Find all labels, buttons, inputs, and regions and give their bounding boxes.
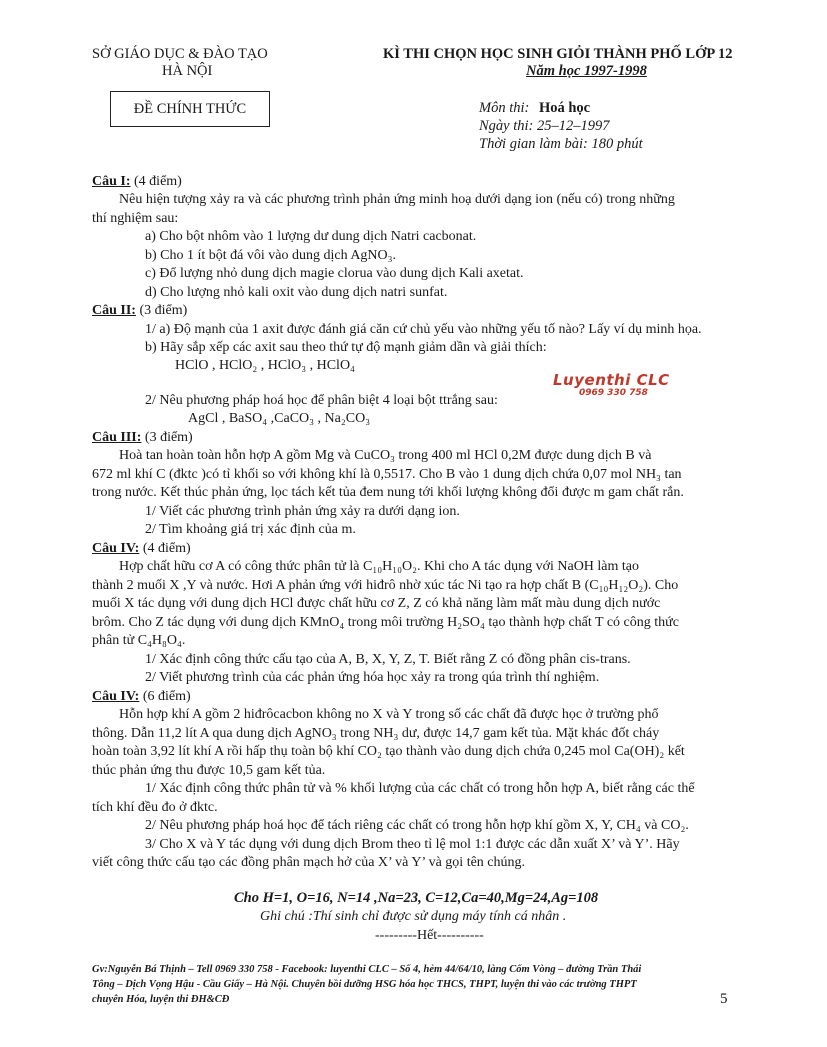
- watermark-stamp: [553, 372, 670, 398]
- exam-duration: Thời gian làm bài: 180 phút: [479, 136, 643, 152]
- question-4-title: Câu IV:: [92, 541, 140, 556]
- question-4-points: (4 điểm): [139, 541, 191, 556]
- question-5-line-5: 1/ Xác định công thức phân tử và % khối lượng của các chất có trong hỗn hợp A, biết rằng các thể: [145, 781, 695, 796]
- question-3-line-5: 2/ Tìm khoảng giá trị xác định của m.: [145, 522, 356, 537]
- question-2-part-2: 2/ Nêu phương pháp hoá học để phân biệt 4 loại bột ttrắng sau:: [145, 393, 498, 408]
- question-1-item-a: a) Cho bột nhôm vào 1 lượng dư dung dịch Natri cacbonat.: [145, 229, 477, 244]
- question-1-intro-cont: thí nghiệm sau:: [92, 211, 179, 226]
- question-5-line-8: 3/ Cho X và Y tác dụng với dung dịch Brom theo tỉ lệ mol 1:1 được các dẫn xuất X’ và Y’. Hãy: [145, 837, 680, 852]
- exam-date: Ngày thi: 25–12–1997: [479, 118, 610, 134]
- question-1-item-b: b) Cho 1 ít bột đá vôi vào dung dịch AgNO₃.: [145, 248, 397, 263]
- stamp-name: Luyenthi CLC: [553, 371, 670, 389]
- question-2-heading: [92, 302, 187, 320]
- question-4-line-2: thành 2 muối X ,Y và nước. Hơi A phản ứng với hiđrô nhờ xúc tác Ni tạo ra hợp chất B (C₁₀H₁₂O₂). Cho: [92, 578, 679, 593]
- question-3-points: (3 điểm): [141, 430, 193, 445]
- calculator-note: Ghi chú :Thí sinh chỉ được sử dụng máy tính cá nhân .: [260, 909, 567, 924]
- question-5-title: Câu IV:: [92, 689, 140, 704]
- question-5-line-4: thúc phản ứng thu được 10,5 gam kết tủa.: [92, 763, 326, 778]
- question-2-acids: HClO , HClO₂ , HClO₃ , HClO₄: [175, 358, 355, 373]
- question-2-powders: AgCl , BaSO₄ ,CaCO₃ , Na₂CO₃: [188, 411, 371, 426]
- question-4-line-4: brôm. Cho Z tác dụng với dung dịch KMnO₄ trong môi trường H₂SO₄ tạo thành hợp chất T có công thức: [92, 615, 679, 630]
- question-3-title: Câu III:: [92, 430, 142, 445]
- question-4-line-1: Hợp chất hữu cơ A có công thức phân tử là C₁₀H₁₀O₂. Khi cho A tác dụng với NaOH làm tạo: [119, 559, 640, 574]
- official-box: ĐỀ CHÍNH THỨC: [110, 91, 270, 127]
- department-city: HÀ NỘI: [162, 63, 213, 79]
- question-5-line-9: viết công thức cấu tạo các đồng phân mạch hở của X’ và Y’ và gọi tên chúng.: [92, 855, 526, 870]
- question-2-part-1a: 1/ a) Độ mạnh của 1 axit được đánh giá căn cứ chủ yếu vào những yếu tố nào? Lấy ví dụ minh họa.: [145, 322, 702, 337]
- footer-line-3: chuyên Hóa, luyện thi ĐH&CĐ: [92, 994, 230, 1005]
- footer-line-2: Tông – Dịch Vọng Hậu - Cầu Giấy – Hà Nội. Chuyên bồi dưỡng HSG hóa học THCS, THPT, luyện thi vào các trường THPT: [92, 979, 637, 990]
- question-5-line-7: 2/ Nêu phương pháp hoá học để tách riêng các chất có trong hỗn hợp khí gồm X, Y, CH₄ và CO₂.: [145, 818, 689, 833]
- question-5-points: (6 điểm): [139, 689, 191, 704]
- question-5-line-6: tích khí đều đo ở đktc.: [92, 800, 218, 815]
- stamp-phone: 0969 330 758: [579, 388, 648, 398]
- question-5-line-2: thông. Dẫn 11,2 lít A qua dung dịch AgNO₃ trong NH₃ dư, được 14,7 gam kết tủa. Mặt khác đốt cháy: [92, 726, 660, 741]
- question-1-intro: Nêu hiện tượng xảy ra và các phương trình phản ứng minh hoạ dưới dạng ion (nếu có) trong những: [119, 192, 675, 207]
- question-4-heading: [92, 540, 191, 558]
- question-4-line-7: 2/ Viết phương trình của các phản ứng hóa học xảy ra trong qúa trình thí nghiệm.: [145, 670, 600, 685]
- question-4-line-6: 1/ Xác định công thức cấu tạo của A, B, X, Y, Z, T. Biết rằng Z có đồng phân cis-trans.: [145, 652, 631, 667]
- question-1-item-d: d) Cho lượng nhỏ kali oxit vào dung dịch natri sunfat.: [145, 285, 448, 300]
- question-5-line-3: hoàn toàn 3,92 lít khí A rồi hấp thụ toàn bộ khí CO₂ tạo thành vào dung dịch chứa 0,245 mol Ca(OH)₂ kết: [92, 744, 685, 759]
- question-3-line-1: Hoà tan hoàn toàn hỗn hợp A gồm Mg và CuCO₃ trong 400 ml HCl 0,2M được dung dịch B và: [119, 448, 652, 463]
- question-5-line-1: Hỗn hợp khí A gồm 2 hiđrôcacbon không no X và Y trong số các chất đã được học ở trường phổ: [119, 707, 659, 722]
- question-3-line-4: 1/ Viết các phương trình phản ứng xảy ra dưới dạng ion.: [145, 504, 460, 519]
- subject-name: Hoá học: [538, 100, 591, 116]
- question-3-line-2: 672 ml khí C (đktc )có tỉ khối so với không khí là 0,5517. Cho B vào 1 dung dịch chứa 0,07 mol NH₃ tan: [92, 467, 682, 482]
- school-year: Năm học 1997-1998: [526, 63, 647, 79]
- subject-label: Môn thi:: [479, 100, 530, 116]
- atomic-masses: Cho H=1, O=16, N=14 ,Na=23, C=12,Ca=40,Mg=24,Ag=108: [234, 890, 599, 906]
- subject-line: [479, 99, 590, 117]
- question-2-points: (3 điểm): [135, 303, 188, 318]
- question-3-line-3: trong nước. Kết thúc phản ứng, lọc tách kết tủa đem nung tới khối lượng không đổi được m gam chất rắn.: [92, 485, 684, 500]
- exam-title: KÌ THI CHỌN HỌC SINH GIỎI THÀNH PHỐ LỚP 12: [383, 46, 733, 62]
- question-2-title: Câu II:: [92, 303, 136, 318]
- department-name: SỞ GIÁO DỤC & ĐÀO TẠO: [92, 46, 268, 62]
- page-number: 5: [720, 991, 728, 1007]
- question-4-line-3: muối X tác dụng với dung dịch HCl được chất hữu cơ Z, Z có khả năng làm mất màu dung dịch nước: [92, 596, 661, 611]
- question-1-points: (4 điểm): [130, 174, 182, 189]
- end-marker: ---------Hết----------: [375, 928, 484, 943]
- question-2-part-1b: b) Hãy sắp xếp các axit sau theo thứ tự độ mạnh giảm dần và giải thích:: [145, 340, 547, 355]
- question-1-heading: [92, 173, 182, 191]
- question-5-heading: [92, 688, 191, 706]
- question-4-line-5: phân tử C₄H₈O₄.: [92, 633, 186, 648]
- question-1-title: Câu I:: [92, 174, 131, 189]
- question-3-heading: [92, 429, 193, 447]
- question-1-item-c: c) Đổ lượng nhỏ dung dịch magie clorua vào dung dịch Kali axetat.: [145, 266, 524, 281]
- footer-line-1: Gv:Nguyễn Bá Thịnh – Tell 0969 330 758 - Facebook: luyenthi CLC – Số 4, hẻm 44/64/10, làng Cốm Vòng – đường Trần Thái: [92, 964, 642, 975]
